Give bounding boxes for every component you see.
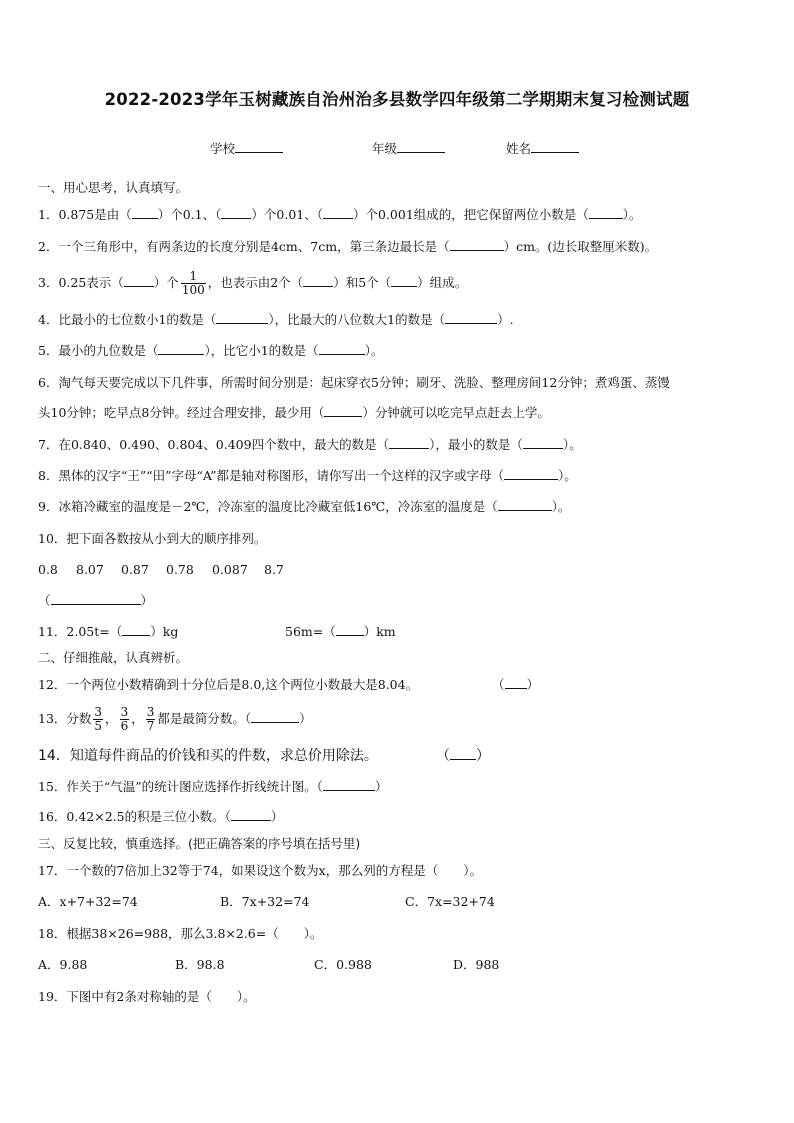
q7-blank-2[interactable] <box>523 437 563 449</box>
q18-option-c[interactable]: C．0.988 <box>314 957 372 972</box>
question-11-part-1: 11．2.05t=（ ）kg <box>38 624 179 639</box>
page-title: 2022-2023学年玉树藏族自治州治多县数学四年级第二学期期末复习检测试题 <box>104 90 690 109</box>
question-11-part-2: 56m=（ ）km <box>285 624 396 639</box>
question-6-line-1: 6．淘气每天要完成以下几件事，所需时间分别是：起床穿衣5分钟；刷牙、洗脸、整理房间12分钟；煮鸡蛋、蒸馒 <box>38 375 670 390</box>
question-18: 18．根据38×26=988，那么3.8×2.6=（ ）。 <box>38 926 323 941</box>
question-14: 14．知道每件商品的价钱和买的件数，求总价用除法。 <box>38 748 378 764</box>
q3-blank-2[interactable] <box>303 275 333 287</box>
q9-blank[interactable] <box>498 499 552 511</box>
q16-blank[interactable] <box>231 809 271 821</box>
q10-number-5: 0.087 <box>212 562 248 577</box>
fraction-3-7: $\frac{3}{7}$ <box>146 705 155 733</box>
q8-blank[interactable] <box>504 468 558 480</box>
q5-blank-2[interactable] <box>319 343 365 355</box>
section-heading-3: 三、反复比较，慎重选择。(把正确答案的序号填在括号里) <box>38 836 361 851</box>
q11-blank-1[interactable] <box>122 624 150 636</box>
question-6-line-2: 头10分钟；吃早点8分钟。经过合理安排，最少用（ ）分钟就可以吃完早点赶去上学。 <box>38 405 550 420</box>
question-1: 1．0.875是由（ ）个0.1、（ ）个0.01、（ ）个0.001组成的，把它保留两位小数是（ ）。 <box>38 207 642 222</box>
q1-blank-4[interactable] <box>589 207 623 219</box>
q17-option-c[interactable]: C．7x=32+74 <box>405 894 495 909</box>
q15-blank[interactable] <box>323 779 375 791</box>
q1-blank-1[interactable] <box>132 207 158 219</box>
grade-field: 年级 <box>372 139 445 157</box>
question-10: 10．把下面各数按从小到大的顺序排列。 <box>38 531 267 546</box>
question-17: 17．一个数的7倍加上32等于74，如果设这个数为x，那么列的方程是（ ）。 <box>38 863 482 878</box>
q10-number-3: 0.87 <box>121 562 149 577</box>
question-7: 7．在0.840、0.490、0.804、0.409四个数中，最大的数是（ ），最小的数是（ ）。 <box>38 437 582 452</box>
question-15: 15．作关于“气温”的统计图应选择作折线统计图。（ ） <box>38 779 388 794</box>
q10-number-4: 0.78 <box>166 562 194 577</box>
q4-blank-2[interactable] <box>445 312 497 324</box>
question-2: 2．一个三角形中，有两条边的长度分别是4cm、7cm，第三条边最长是（ ）cm。(边长取整厘米数)。 <box>38 239 658 254</box>
question-16: 16．0.42×2.5的积是三位小数。（ ） <box>38 809 284 824</box>
question-8: 8．黑体的汉字“王”“田”字母“A”都是轴对称图形，请你写出一个这样的汉字或字母（ ）。 <box>38 468 577 483</box>
question-12: 12．一个两位小数精确到十分位后是8.0,这个两位小数最大是8.04。 <box>38 677 419 692</box>
question-4: 4．比最小的七位数小1的数是（ ），比最大的八位数大1的数是（ ）. <box>38 312 514 327</box>
q5-blank-1[interactable] <box>158 343 204 355</box>
question-19: 19．下图中有2条对称轴的是（ ）。 <box>38 989 256 1004</box>
q10-blank[interactable] <box>51 593 141 605</box>
q4-blank-1[interactable] <box>216 312 268 324</box>
q10-number-1: 0.8 <box>38 562 58 577</box>
q14-blank[interactable] <box>450 748 476 760</box>
q10-number-2: 8.07 <box>76 562 104 577</box>
section-heading-1: 一、用心思考，认真填写。 <box>38 180 189 195</box>
name-blank[interactable] <box>531 140 579 153</box>
q18-option-d[interactable]: D．988 <box>453 957 500 972</box>
q12-answer: （ ） <box>492 677 540 692</box>
fraction-3-5: $\frac{3}{5}$ <box>94 705 103 733</box>
q3-blank-3[interactable] <box>391 275 417 287</box>
q1-blank-3[interactable] <box>323 207 353 219</box>
question-5: 5．最小的九位数是（ ），比它小1的数是（ ）。 <box>38 343 384 358</box>
question-3: 3．0.25表示（ ）个 $\frac{1}{100}$ ，也表示由2个（ ）和5个（ ）组成。 <box>38 269 468 297</box>
q10-number-6: 8.7 <box>264 562 284 577</box>
q17-option-a[interactable]: A．x+7+32=74 <box>38 894 138 909</box>
q1-blank-2[interactable] <box>221 207 251 219</box>
q13-blank[interactable] <box>251 711 299 723</box>
section-heading-2: 二、仔细推敲，认真辨析。 <box>38 650 189 665</box>
q10-answer: （ ） <box>38 593 154 608</box>
q7-blank-1[interactable] <box>389 437 429 449</box>
q3-blank-1[interactable] <box>124 275 154 287</box>
question-9: 9．冰箱冷藏室的温度是－2℃，冷冻室的温度比冷藏室低16℃，冷冻室的温度是（ ）。 <box>38 499 571 514</box>
q17-option-b[interactable]: B．7x+32=74 <box>220 894 310 909</box>
school-blank[interactable] <box>235 140 283 153</box>
q18-option-b[interactable]: B．98.8 <box>175 957 225 972</box>
q18-option-a[interactable]: A．9.88 <box>38 957 88 972</box>
fraction-1-100: $\frac{1}{100}$ <box>181 269 205 297</box>
q2-blank[interactable] <box>450 239 504 251</box>
fraction-3-6: $\frac{3}{6}$ <box>120 705 129 733</box>
q11-blank-2[interactable] <box>336 624 364 636</box>
name-field: 姓名 <box>506 139 579 157</box>
question-13: 13．分数 $\frac{3}{5}$ ， $\frac{3}{6}$ ， $\frac{3}{7}$ 都是最简分数。（ ） <box>38 705 312 733</box>
q6-blank[interactable] <box>324 405 362 417</box>
grade-blank[interactable] <box>397 140 445 153</box>
q12-blank[interactable] <box>505 677 527 689</box>
school-field: 学校 <box>210 139 283 157</box>
q14-answer: （ ） <box>436 748 490 764</box>
